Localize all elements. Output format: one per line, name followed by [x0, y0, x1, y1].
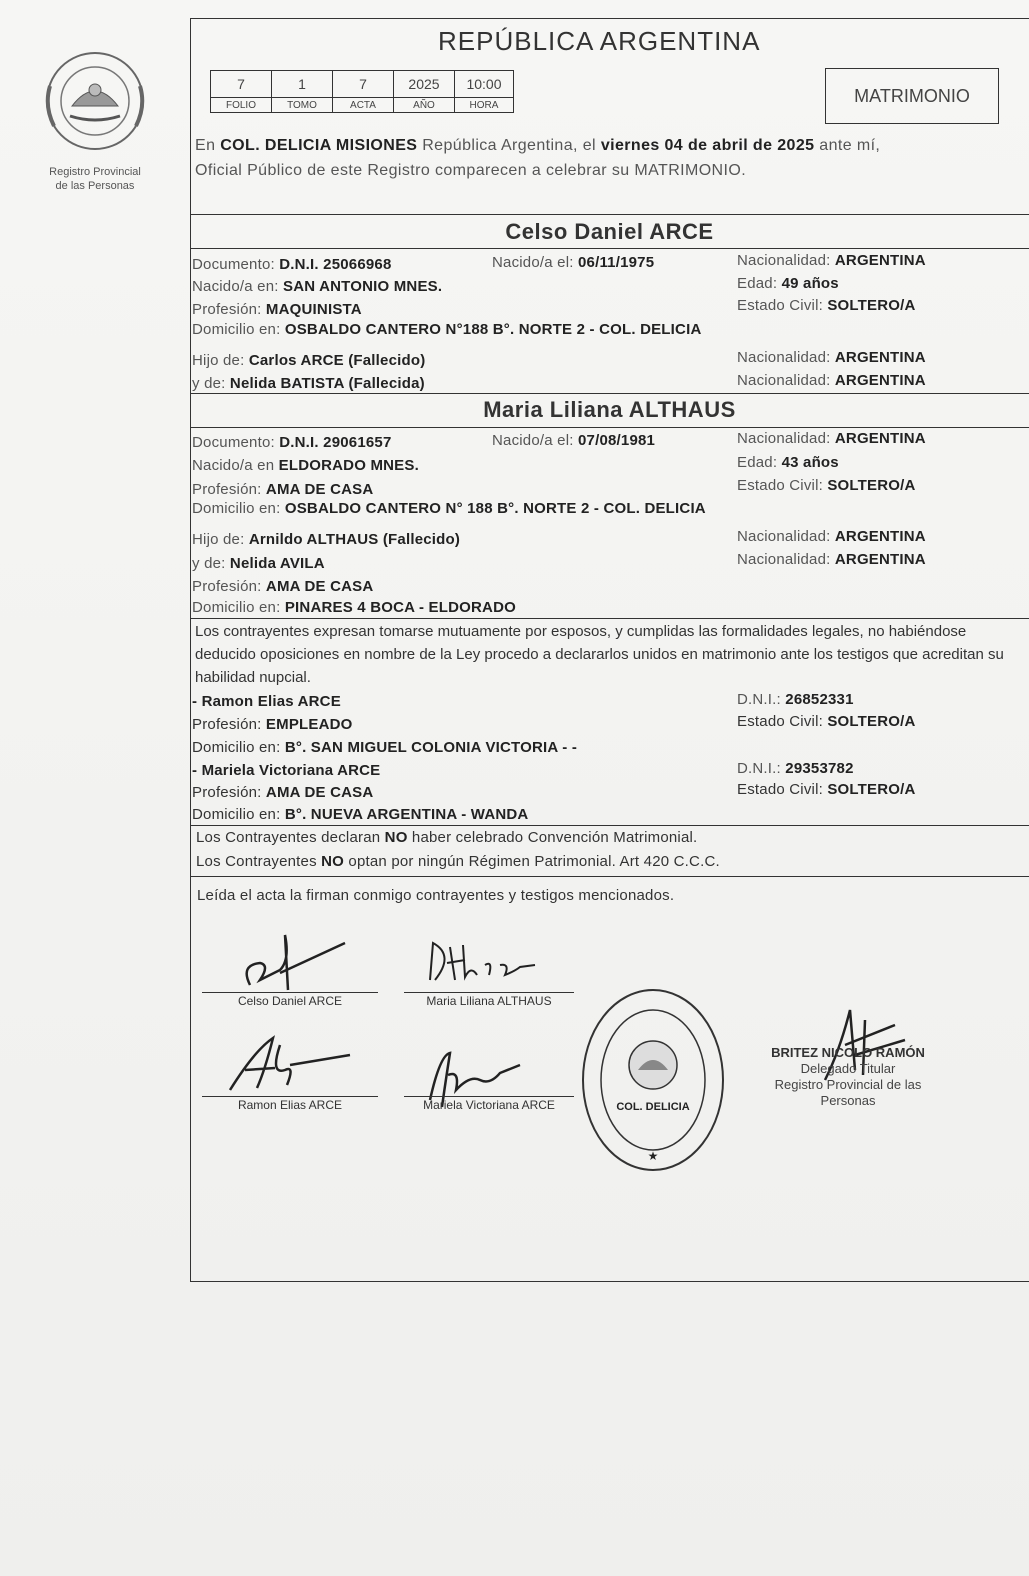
tomo-label: TOMO	[272, 98, 333, 113]
bride-father: Hijo de: Arnildo ALTHAUS (Fallecido)	[192, 531, 461, 548]
official-role: Delegado Titular	[800, 1061, 896, 1076]
groom-mother-nationality: Nacionalidad: ARGENTINA	[737, 372, 926, 389]
witness1-signature-icon	[225, 1030, 365, 1095]
official-block	[748, 1045, 948, 1109]
witness1-signature-caption: Ramon Elias ARCE	[237, 1098, 343, 1112]
witness2-name: - Mariela Victoriana ARCE	[192, 762, 381, 779]
svg-text:★: ★	[647, 1149, 659, 1163]
signature-line	[202, 1096, 378, 1097]
bride-born: Nacido/a el: 07/08/1981	[492, 432, 656, 449]
bride-nationality: Nacionalidad: ARGENTINA	[737, 430, 926, 447]
folio-value: 7	[211, 71, 272, 98]
bride-address: Domicilio en: OSBALDO CANTERO N° 188 B°. NORTE 2 - COL. DELICIA	[192, 500, 706, 517]
acta-value: 7	[333, 71, 394, 98]
groom-birthplace: Nacido/a en: SAN ANTONIO MNES.	[192, 278, 443, 295]
logo-caption-1: Registro Provincial	[49, 166, 141, 178]
divider	[190, 825, 1029, 826]
witness2-dni: D.N.I.: 29353782	[737, 760, 854, 777]
intro-suffix: ante mí,	[814, 137, 881, 154]
folio-label: FOLIO	[211, 98, 272, 113]
witness2-signature-caption: Mariela Victoriana ARCE	[423, 1098, 555, 1112]
bride-age: Edad: 43 años	[737, 454, 839, 471]
bride-civil: Estado Civil: SOLTERO/A	[737, 477, 916, 494]
registry-stamp-icon	[578, 985, 728, 1175]
groom-nationality: Nacionalidad: ARGENTINA	[737, 252, 926, 269]
stamp-center-text: COL. DELICIA	[616, 1101, 690, 1113]
groom-doc: Documento: D.N.I. 25066968	[192, 256, 392, 273]
witness2-profession: Profesión: AMA DE CASA	[192, 784, 374, 801]
divider	[190, 214, 1029, 215]
registry-logo	[30, 46, 160, 193]
hour-label: HORA	[455, 98, 514, 113]
witness1-profession: Profesión: EMPLEADO	[192, 716, 353, 733]
groom-civil: Estado Civil: SOLTERO/A	[737, 297, 916, 314]
witness1-address: Domicilio en: B°. SAN MIGUEL COLONIA VICTORIA - -	[192, 739, 578, 756]
logo-caption-2: de las Personas	[55, 180, 135, 192]
intro-line2: Oficial Público de este Registro comparecen a celebrar su MATRIMONIO.	[195, 162, 747, 179]
official-name: BRITEZ NICOLO RAMÓN	[771, 1045, 925, 1060]
groom-age: Edad: 49 años	[737, 275, 839, 292]
tomo-value: 1	[272, 71, 333, 98]
signature-line	[202, 992, 378, 993]
bride-name: Maria Liliana ALTHAUS	[483, 397, 736, 422]
intro-place: COL. DELICIA MISIONES	[220, 137, 418, 154]
province-seal-icon	[40, 46, 150, 156]
intro-mid: República Argentina, el	[417, 137, 601, 154]
declaration-paragraph: Los contrayentes expresan tomarse mutuamente por esposos, y cumplidas las formalidades legales, no habiéndose deducido oposiciones en nombre de la Ley procedo a declararlos unidos en matrimonio ante los testigos que acreditan su habilidad nupcial.	[195, 623, 1004, 686]
year-label: AÑO	[394, 98, 455, 113]
groom-father: Hijo de: Carlos ARCE (Fallecido)	[192, 352, 426, 369]
year-value: 2025	[394, 71, 455, 98]
groom-address: Domicilio en: OSBALDO CANTERO N°188 B°. NORTE 2 - COL. DELICIA	[192, 321, 702, 338]
groom-signature-icon	[230, 925, 360, 995]
divider	[190, 876, 1029, 877]
groom-name: Celso Daniel ARCE	[505, 219, 714, 244]
official-org: Registro Provincial de las Personas	[774, 1077, 922, 1108]
bride-signature-icon	[425, 935, 575, 990]
bride-mother-nationality: Nacionalidad: ARGENTINA	[737, 551, 926, 568]
bride-mother-address: Domicilio en: PINARES 4 BOCA - ELDORADO	[192, 599, 516, 616]
signature-line	[404, 1096, 574, 1097]
divider	[190, 618, 1029, 619]
closing-text: Leída el acta la firman conmigo contrayentes y testigos mencionados.	[197, 887, 675, 904]
intro-paragraph	[195, 133, 1025, 183]
acta-label: ACTA	[333, 98, 394, 113]
divider	[190, 427, 1029, 428]
bride-mother: y de: Nelida AVILA	[192, 555, 325, 572]
groom-born: Nacido/a el: 06/11/1975	[492, 254, 655, 271]
groom-profession: Profesión: MAQUINISTA	[192, 301, 362, 318]
witness1-dni: D.N.I.: 26852331	[737, 691, 854, 708]
convention-line-1: Los Contrayentes declaran NO haber celebrado Convención Matrimonial.	[196, 829, 698, 846]
intro-date: viernes 04 de abril de 2025	[600, 137, 815, 154]
witness2-address: Domicilio en: B°. NUEVA ARGENTINA - WANDA	[192, 806, 529, 823]
witness1-name: - Ramon Elias ARCE	[192, 693, 341, 710]
groom-father-nationality: Nacionalidad: ARGENTINA	[737, 349, 926, 366]
groom-mother: y de: Nelida BATISTA (Fallecida)	[192, 375, 425, 392]
signature-line	[404, 992, 574, 993]
bride-father-nationality: Nacionalidad: ARGENTINA	[737, 528, 926, 545]
act-header-table	[210, 70, 514, 113]
intro-prefix: En	[195, 137, 221, 154]
witness2-civil: Estado Civil: SOLTERO/A	[737, 781, 916, 798]
bride-mother-profession: Profesión: AMA DE CASA	[192, 578, 374, 595]
document-title: REPÚBLICA ARGENTINA	[438, 26, 761, 56]
act-type-box: MATRIMONIO	[825, 68, 999, 124]
bride-birthplace: Nacido/a en ELDORADO MNES.	[192, 457, 419, 474]
bride-signature-caption: Maria Liliana ALTHAUS	[426, 994, 552, 1008]
divider	[190, 393, 1029, 394]
witness1-civil: Estado Civil: SOLTERO/A	[737, 713, 916, 730]
bride-doc: Documento: D.N.I. 29061657	[192, 434, 392, 451]
hour-value: 10:00	[455, 71, 514, 98]
divider	[190, 248, 1029, 249]
convention-line-2: Los Contrayentes NO optan por ningún Régimen Patrimonial. Art 420 C.C.C.	[196, 853, 720, 870]
bride-profession: Profesión: AMA DE CASA	[192, 481, 374, 498]
groom-signature-caption: Celso Daniel ARCE	[237, 994, 343, 1008]
